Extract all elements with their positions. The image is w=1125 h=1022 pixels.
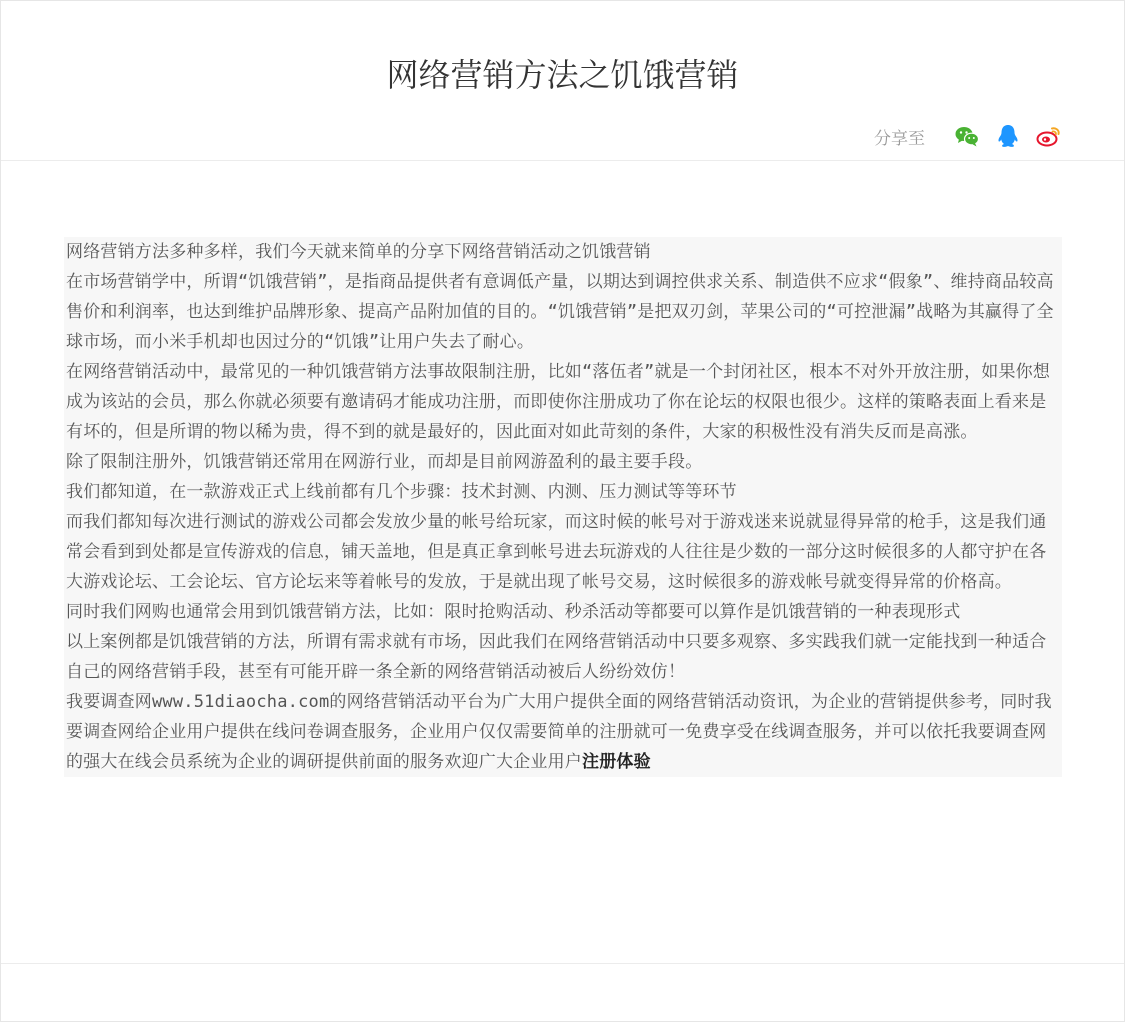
final-paragraph-text: 我要调查网www.51diaocha.com的网络营销活动平台为广大用户提供全面的网络营销活动资讯，为企业的营销提供参考，同时我要调查网给企业用户提供在线问卷调查服务，企业用户仅仅需要简单的注册就可一免费享受在线调查服务，并可以依托我要调查网的强大在线会员系统为企业的调研提供前面的服务欢迎广大企业用户 (66, 692, 1052, 772)
article-title: 网络营销方法之饥饿营销 (386, 56, 739, 94)
article-header (1, 1, 1124, 161)
final-paragraph (66, 687, 1062, 777)
article-body (64, 237, 1062, 777)
paragraph: 同时我们网购也通常会用到饥饿营销方法，比如：限时抢购活动、秒杀活动等都要可以算作是饥饿营销的一种表现形式 (66, 602, 961, 622)
share-bar (874, 122, 1062, 150)
wechat-icon[interactable] (954, 123, 980, 149)
paragraph: 我们都知道，在一款游戏正式上线前都有几个步骤：技术封测、内测、压力测试等等环节 (66, 482, 737, 502)
qq-icon[interactable] (995, 123, 1021, 149)
paragraph: 网络营销方法多种多样，我们今天就来简单的分享下网络营销活动之饥饿营销 (66, 242, 651, 262)
paragraph: 以上案例都是饥饿营销的方法，所谓有需求就有市场，因此我们在网络营销活动中只要多观察、多实践我们就一定能找到一种适合自己的网络营销手段，甚至有可能开辟一条全新的网络营销活动被后人纷纷效仿！ (66, 632, 1047, 682)
share-label: 分享至 (874, 128, 925, 149)
register-link[interactable]: 注册体验 (582, 752, 651, 772)
weibo-icon[interactable] (1036, 123, 1062, 149)
footer-divider (1, 963, 1124, 964)
paragraph: 在网络营销活动中，最常见的一种饥饿营销方法事故限制注册，比如“落伍者”就是一个封闭社区，根本不对外开放注册，如果你想成为该站的会员，那么你就必须要有邀请码才能成功注册，而即使你注册成功了你在论坛的权限也很少。这样的策略表面上看来是有坏的，但是所谓的物以稀为贵，得不到的就是最好的，因此面对如此苛刻的条件，大家的积极性没有消失反而是高涨。 (66, 362, 1051, 442)
paragraph: 而我们都知每次进行测试的游戏公司都会发放少量的帐号给玩家，而这时候的帐号对于游戏迷来说就显得异常的枪手，这是我们通常会看到到处都是宣传游戏的信息，铺天盖地，但是真正拿到帐号进去玩游戏的人往往是少数的一部分这时候很多的人都守护在各大游戏论坛、工会论坛、官方论坛来等着帐号的发放，于是就出现了帐号交易，这时候很多的游戏帐号就变得异常的价格高。 (66, 512, 1047, 592)
paragraph: 除了限制注册外，饥饿营销还常用在网游行业，而却是目前网游盈利的最主要手段。 (66, 452, 703, 472)
paragraph: 在市场营销学中，所谓“饥饿营销”，是指商品提供者有意调低产量，以期达到调控供求关系、制造供不应求“假象”、维持商品较高售价和利润率，也达到维护品牌形象、提高产品附加值的目的。“饥饿营销”是把双刃剑，苹果公司的“可控泄漏”战略为其赢得了全球市场，而小米手机却也因过分的“饥饿”让用户失去了耐心。 (66, 272, 1054, 352)
